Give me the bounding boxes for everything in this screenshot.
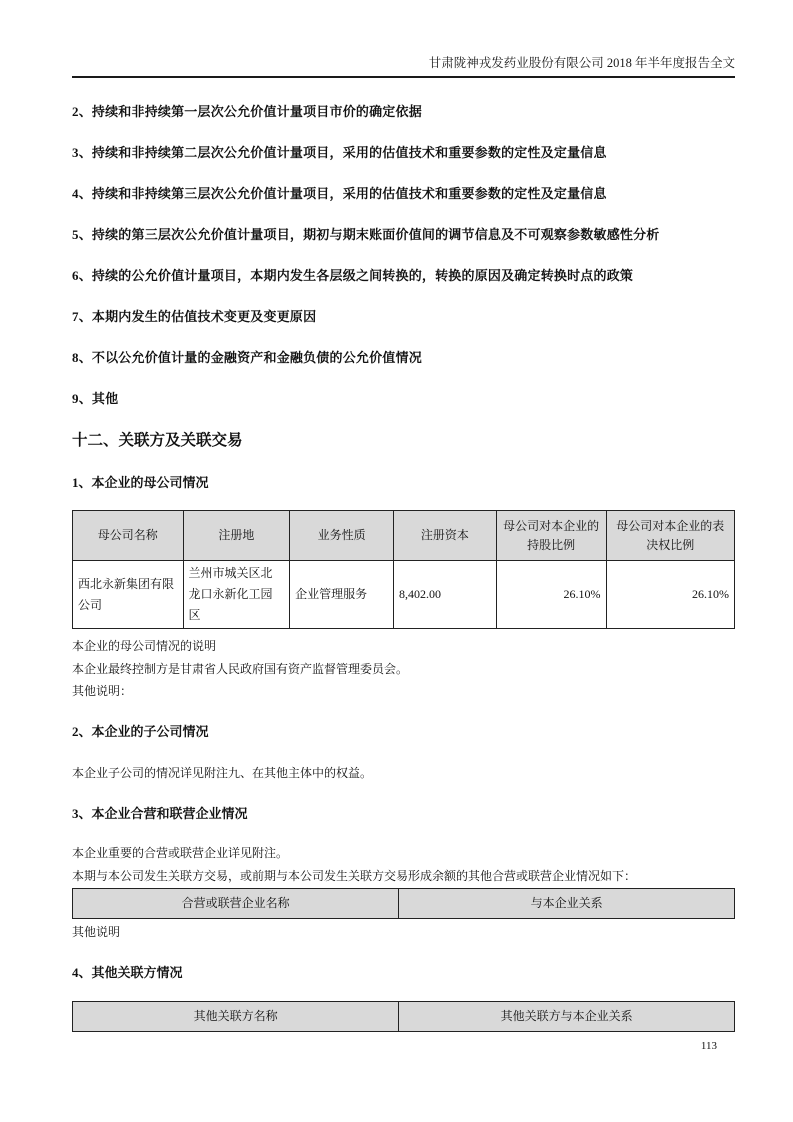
other-related-parties-table-header-row (73, 1002, 735, 1032)
section-title-related-parties: 十二、关联方及关联交易 (72, 432, 243, 449)
joint-ventures-other-note: 其他说明 (72, 925, 121, 939)
cell-shareholding-ratio: 26.10% (496, 561, 606, 629)
document-header-title: 甘肃陇神戎发药业股份有限公司 2018 年半年度报告全文 (428, 56, 735, 70)
fair-value-items-list (72, 104, 735, 407)
subsidiaries-text: 本企业子公司的情况详见附注九、在其他主体中的权益。 (72, 766, 373, 780)
col-header-registered-place: 注册地 (183, 511, 290, 561)
fair-value-item-2: 2、持续和非持续第一层次公允价值计量项目市价的确定依据 (72, 104, 422, 119)
cell-business-nature: 企业管理服务 (290, 561, 394, 629)
parent-company-table-data-row (73, 561, 735, 629)
col-header-shareholding-ratio: 母公司对本企业的持股比例 (496, 511, 606, 561)
parent-company-note-label: 本企业的母公司情况的说明 (72, 639, 217, 653)
col-header-jv-name: 合营或联营企业名称 (73, 889, 399, 919)
col-header-other-party-relation: 其他关联方与本企业关系 (399, 1002, 735, 1032)
fair-value-item-4: 4、持续和非持续第三层次公允价值计量项目，采用的估值技术和重要参数的定性及定量信息 (72, 186, 607, 201)
cell-registered-capital: 8,402.00 (394, 561, 497, 629)
joint-ventures-table-header-row (73, 889, 735, 919)
heading-other-related-parties: 4、其他关联方情况 (72, 965, 183, 980)
joint-ventures-table (72, 888, 735, 919)
page-content (72, 0, 735, 1032)
cell-voting-ratio: 26.10% (606, 561, 734, 629)
parent-company-note-text: 本企业最终控制方是甘肃省人民政府国有资产监督管理委员会。 (72, 662, 409, 676)
page-number: 113 (700, 1040, 717, 1052)
other-related-parties-table (72, 1001, 735, 1032)
col-header-voting-ratio: 母公司对本企业的表决权比例 (606, 511, 734, 561)
parent-company-table (72, 510, 735, 629)
fair-value-item-7: 7、本期内发生的估值技术变更及变更原因 (72, 309, 317, 324)
heading-parent-company: 1、本企业的母公司情况 (72, 475, 209, 490)
col-header-jv-relation: 与本企业关系 (399, 889, 735, 919)
col-header-other-party-name: 其他关联方名称 (73, 1002, 399, 1032)
heading-subsidiaries: 2、本企业的子公司情况 (72, 724, 209, 739)
col-header-registered-capital: 注册资本 (394, 511, 497, 561)
fair-value-item-9: 9、其他 (72, 391, 119, 406)
parent-company-table-header-row (73, 511, 735, 561)
cell-parent-name: 西北永新集团有限公司 (73, 561, 184, 629)
joint-ventures-text-2: 本期与本公司发生关联方交易，或前期与本公司发生关联方交易形成余额的其他合营或联营企业情况如下： (72, 869, 637, 883)
col-header-business-nature: 业务性质 (290, 511, 394, 561)
heading-joint-ventures: 3、本企业合营和联营企业情况 (72, 806, 248, 821)
fair-value-item-6: 6、持续的公允价值计量项目，本期内发生各层级之间转换的，转换的原因及确定转换时点的政策 (72, 268, 634, 283)
fair-value-item-3: 3、持续和非持续第二层次公允价值计量项目，采用的估值技术和重要参数的定性及定量信息 (72, 145, 607, 160)
col-header-parent-name: 母公司名称 (73, 511, 184, 561)
cell-registered-place: 兰州市城关区北龙口永新化工园区 (183, 561, 290, 629)
joint-ventures-text-1: 本企业重要的合营或联营企业详见附注。 (72, 846, 289, 860)
parent-company-other-note-label: 其他说明： (72, 684, 133, 698)
document-header (72, 55, 735, 78)
fair-value-item-8: 8、不以公允价值计量的金融资产和金融负债的公允价值情况 (72, 350, 422, 365)
fair-value-item-5: 5、持续的第三层次公允价值计量项目，期初与期末账面价值间的调节信息及不可观察参数敏感性分析 (72, 227, 660, 242)
